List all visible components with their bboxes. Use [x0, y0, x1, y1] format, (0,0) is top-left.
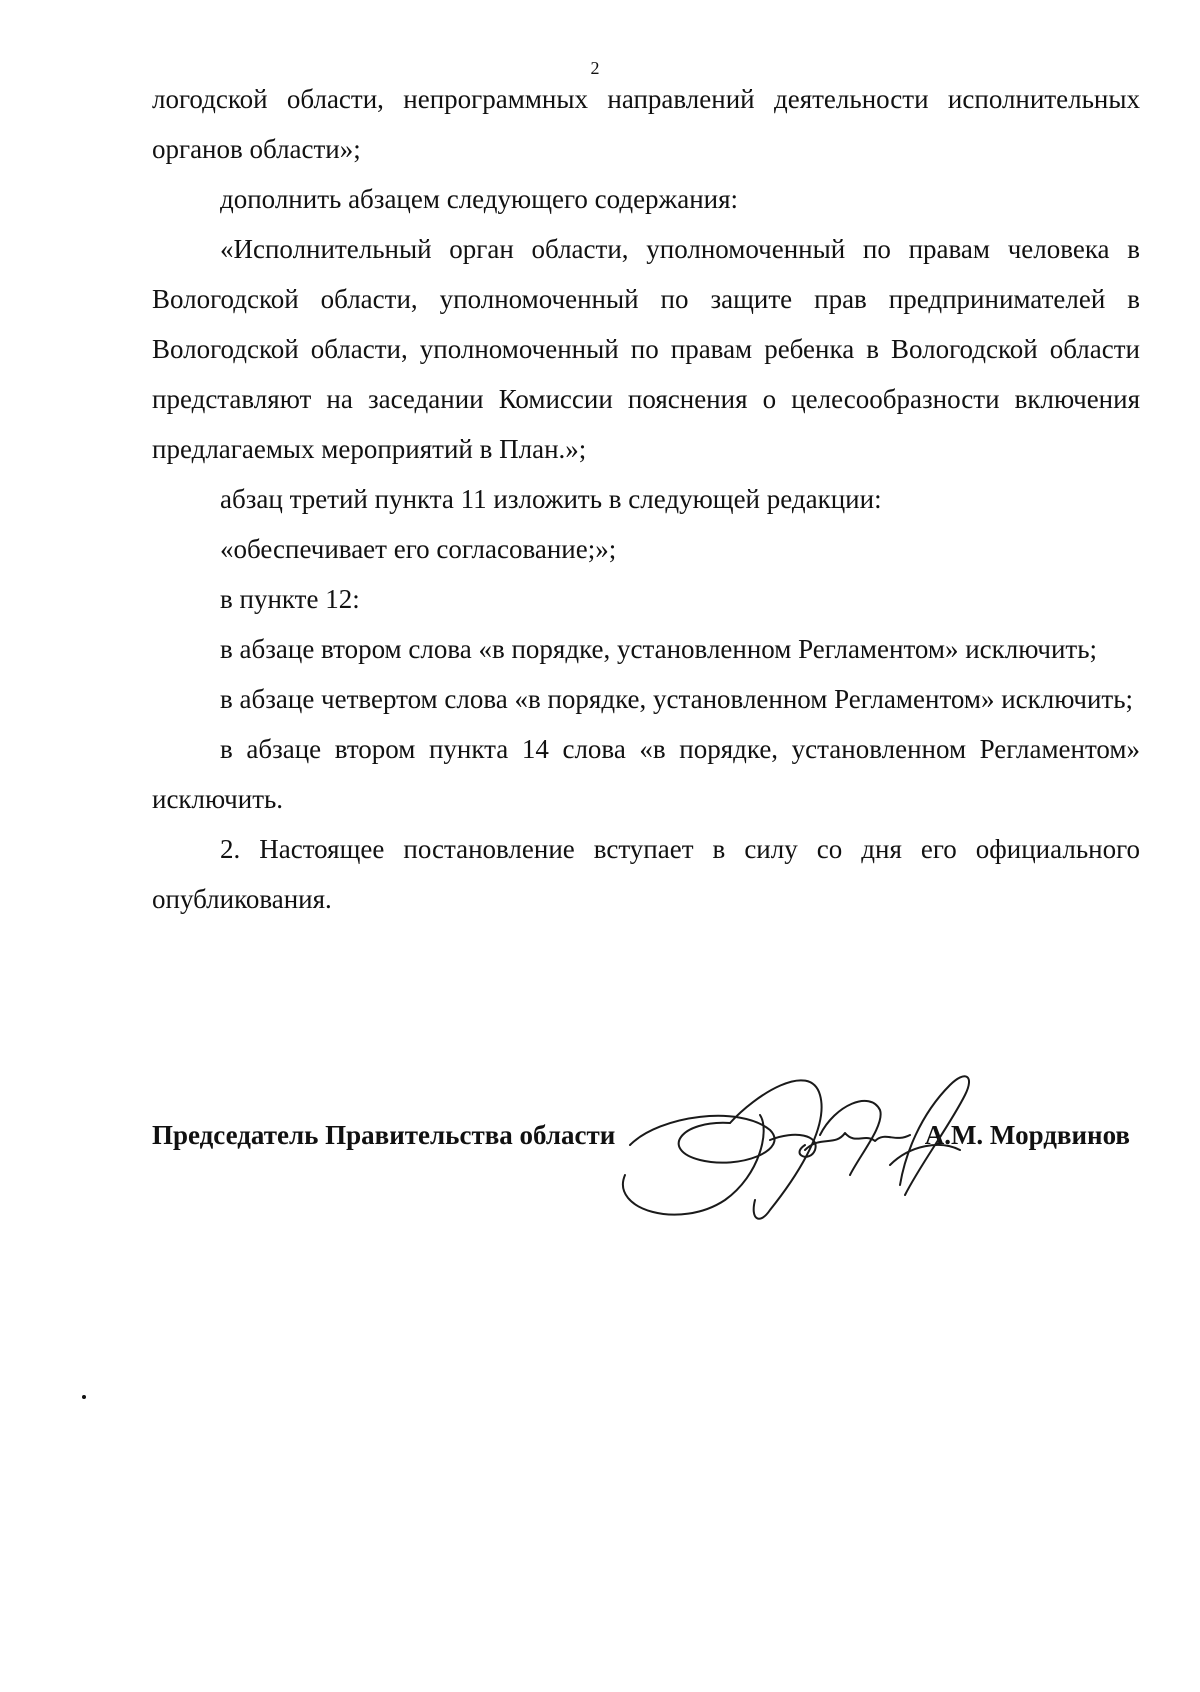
paragraph-5: «обеспечивает его согласование;»; [220, 534, 617, 564]
paragraph-3: «Исполнительный орган области, уполномоченный по правам человека в Вологодской области, уполномоченный по защите прав предпринимателей в Вологодской области, уполномоченный по правам ребенка в Вологодской области представляют на заседании Комиссии пояснения о целесообразности включения предлагаемых мероприятий в План.»; [152, 234, 1140, 464]
document-body [152, 74, 1140, 924]
paragraph-4: абзац третий пункта 11 изложить в следующей редакции: [220, 484, 882, 514]
scan-artifact-dot [82, 1395, 86, 1399]
paragraph-9: в абзаце втором пункта 14 слова «в порядке, установленном Регламентом» исключить. [152, 734, 1140, 814]
page-number: 2 [590, 58, 600, 78]
paragraph-7: в абзаце втором слова «в порядке, установленном Регламентом» исключить; [220, 634, 1098, 664]
paragraph-6: в пункте 12: [220, 584, 360, 614]
signer-title: Председатель Правительства области [152, 1120, 616, 1150]
paragraph-8: в абзаце четвертом слова «в порядке, установленном Регламентом» исключить; [220, 684, 1134, 714]
paragraph-1: логодской области, непрограммных направлений деятельности исполнительных органов области»; [152, 84, 1140, 164]
paragraph-10: 2. Настоящее постановление вступает в силу со дня его официального опубликования. [152, 834, 1140, 914]
paragraph-2: дополнить абзацем следующего содержания: [220, 184, 739, 214]
handwritten-signature [620, 1035, 1000, 1235]
signer-name: А.М. Мордвинов [924, 1120, 1130, 1150]
